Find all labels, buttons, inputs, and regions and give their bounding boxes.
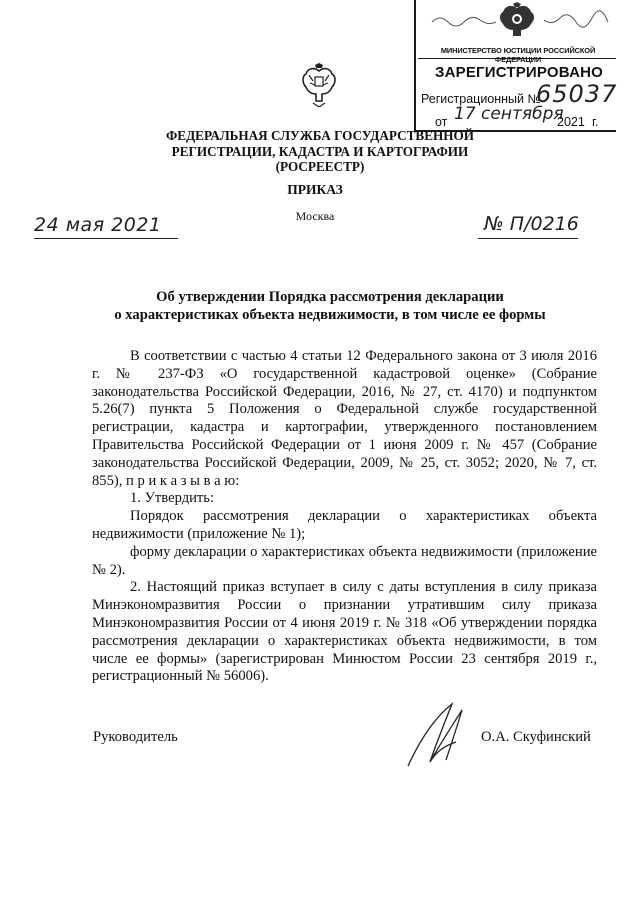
stamp-registered: ЗАРЕГИСТРИРОВАНО [434, 64, 604, 81]
stamp-ministry: МИНИСТЕРСТВО ЮСТИЦИИ РОССИЙСКОЙ ФЕДЕРАЦИИ [440, 46, 596, 64]
signature-mark [400, 700, 480, 770]
stamp-year: 2021 [557, 115, 585, 129]
city: Москва [295, 209, 335, 223]
stamp-divider [418, 58, 616, 59]
order-number-handwritten: № П/0216 [484, 213, 579, 235]
agency-line-2: РЕГИСТРАЦИИ, КАДАСТРА И КАРТОГРАФИИ [171, 143, 469, 159]
coat-of-arms-icon [300, 63, 338, 107]
signatory-name: О.А. Скуфинский [481, 729, 591, 745]
stamp-date-handwritten: 17 сентября [454, 104, 564, 124]
agency-line-1: ФЕДЕРАЛЬНАЯ СЛУЖБА ГОСУДАРСТВЕННОЙ [165, 128, 475, 143]
paragraph-procedure: Порядок рассмотрения декларации о характеристиках объекта недвижимости (приложение № 1); [92, 508, 597, 542]
order-date-underline [34, 238, 178, 239]
stamp-scribble-right [542, 10, 612, 30]
agency-line-3: (РОСРЕЕСТР) [275, 159, 365, 174]
paragraph-form: форму декларации о характеристиках объекта недвижимости (приложение № 2). [92, 543, 597, 578]
stamp-date-prefix: от [435, 115, 448, 129]
order-title: ПРИКАЗ [287, 182, 343, 197]
order-date-handwritten: 24 мая 2021 [34, 214, 162, 236]
stamp-year-suffix: г. [592, 115, 599, 129]
title-line-1: Об утверждении Порядка рассмотрения декларации [156, 289, 504, 305]
stamp-emblem-icon [495, 2, 539, 42]
document-title [100, 289, 560, 324]
stamp-reg-number: 65037 [536, 80, 618, 108]
paragraph-approve: 1. Утвердить: [130, 490, 215, 507]
order-number-underline [478, 238, 578, 239]
document-body [92, 348, 597, 686]
title-line-2: о характеристиках объекта недвижимости, в том числе ее формы [114, 306, 546, 323]
agency-name [150, 128, 490, 175]
paragraph-effective: 2. Настоящий приказ вступает в силу с даты вступления в силу приказа Минэкономразвития России о признании утратившим силу приказа Минэкономразвития России от 4 июня 2019 г. № 318 «Об утверждении порядка рассмотрения декларации о характеристиках объекта недвижимости, в том числе ее формы» (зарегистрирован Минюстом России 23 сентября 2019 г., регистрационный № 56006). [92, 579, 597, 685]
stamp-scribble-left [430, 10, 500, 30]
signatory-role: Руководитель [93, 729, 178, 745]
paragraph-preamble: В соответствии с частью 4 статьи 12 Федерального закона от 3 июля 2016 г. № 237-ФЗ «О государственной кадастровой оценке» (Собрание законодательства Российской Федерации, 2016, № 27, ст. 4170) и подпунктом 5.26(7) пункта 5 Положения о Федеральной службе государственной регистрации, кадастра и картографии, утвержденного постановлением Правительства Российской Федерации от 1 июня 2009 г. № 457 (Собрание законодательства Российской Федерации, 2009, № 25, ст. 3052; 2020, № 7, ст. 855), п р и к а з ы в а ю: [92, 348, 597, 489]
stamp-reg-number-label: Регистрационный № [421, 92, 541, 106]
